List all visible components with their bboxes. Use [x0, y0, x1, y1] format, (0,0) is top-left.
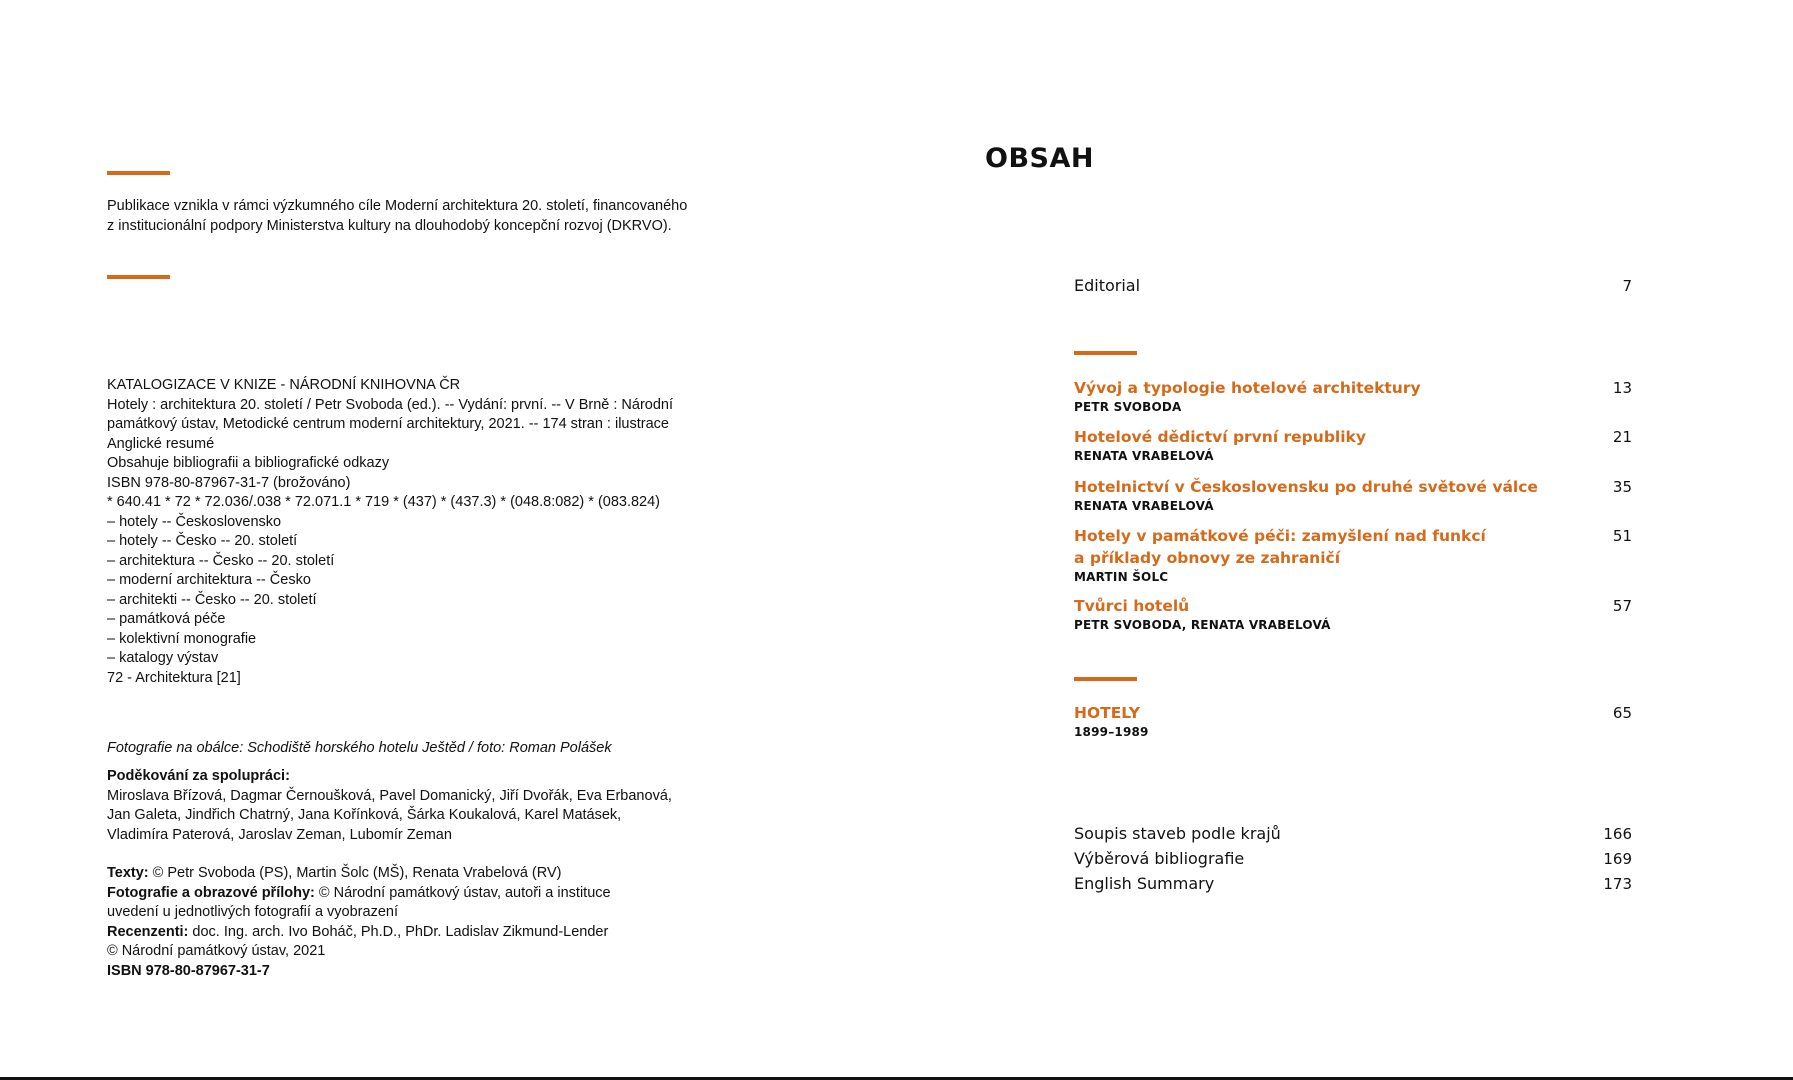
reviewers-label: Recenzenti:: [107, 923, 189, 940]
acknowledgements-label: Poděkování za spolupráci:: [107, 768, 290, 784]
toc-entry-appendix[interactable]: [1074, 823, 1632, 845]
toc-entry-title: Hotelové dědictví první republiky: [1074, 428, 1366, 446]
toc-entry-title-continued: a příklady obnovy ze zahraničí: [1074, 549, 1341, 567]
copyright: © Národní památkový ústav, 2021: [107, 943, 326, 959]
catalog-line: – moderní architektura -- Česko: [107, 572, 311, 588]
catalog-line: – hotely -- Československo: [107, 513, 282, 530]
catalog-line: Hotely : architektura 20. století / Petr Svoboda (ed.). -- Vydání: první. -- V Brně : Národní: [107, 396, 674, 413]
table-of-contents: [1074, 0, 1632, 1080]
toc-entry-title: HOTELY: [1074, 704, 1140, 722]
catalog-line: Obsahuje bibliografii a bibliografické odkazy: [107, 455, 390, 471]
catalog-line: – architektura -- Česko -- 20. století: [107, 552, 335, 569]
toc-entry-title: Tvůrci hotelů: [1074, 597, 1190, 615]
toc-entry-title: Hotely v památkové péči: zamyšlení nad funkcí: [1074, 527, 1486, 545]
photos-label: Fotografie a obrazové přílohy:: [107, 884, 315, 901]
catalog-line: – památková péče: [107, 611, 226, 627]
acknowledgements-line: Jan Galeta, Jindřich Chatrný, Jana Kořínková, Šárka Koukalová, Karel Matásek,: [107, 807, 622, 823]
acknowledgements-line: Miroslava Břízová, Dagmar Černoušková, Pavel Domanický, Jiří Dvořák, Eva Erbanová,: [107, 787, 672, 804]
catalog-line: – architekti -- Česko -- 20. století: [107, 591, 317, 608]
accent-rule-second: [107, 275, 170, 279]
toc-entry-subtitle: 1899–1989: [1074, 725, 1149, 739]
toc-entry-hotels[interactable]: [1074, 702, 1632, 740]
toc-entry-chapter[interactable]: [1074, 426, 1632, 464]
texts-label: Texty:: [107, 865, 149, 881]
catalog-line: – katalogy výstav: [107, 650, 219, 666]
toc-entry-page: 21: [1612, 428, 1632, 446]
toc-entry-appendix[interactable]: [1074, 848, 1632, 870]
toc-entry-chapter[interactable]: [1074, 377, 1632, 415]
funding-line: z institucionální podpory Ministerstva kultury na dlouhodobý koncepční rozvoj (DKRVO).: [107, 217, 672, 234]
toc-entry-title: Editorial: [1074, 276, 1141, 295]
toc-entry-author: MARTIN ŠOLC: [1074, 570, 1169, 584]
toc-entry-editorial[interactable]: [1074, 275, 1632, 297]
catalog-record: [107, 376, 673, 688]
toc-entry-page: 166: [1603, 825, 1632, 843]
photos-value: © Národní památkový ústav, autoři a instituce: [314, 884, 611, 901]
toc-entry-author: PETR SVOBODA: [1074, 400, 1182, 414]
reviewers-value: doc. Ing. arch. Ivo Boháč, Ph.D., PhDr. Ladislav Zikmund-Lender: [188, 923, 609, 940]
catalog-heading: KATALOGIZACE V KNIZE - NÁRODNÍ KNIHOVNA ČR: [107, 377, 461, 393]
toc-entry-page: 57: [1612, 597, 1632, 615]
toc-entry-chapter[interactable]: [1074, 476, 1632, 514]
isbn: ISBN 978-80-87967-31-7: [107, 962, 270, 979]
toc-entry-title: Vývoj a typologie hotelové architektury: [1074, 379, 1421, 397]
catalog-line: ISBN 978-80-87967-31-7 (brožováno): [107, 474, 351, 491]
toc-entry-author: PETR SVOBODA, RENATA VRABELOVÁ: [1074, 618, 1331, 632]
toc-entry-page: 35: [1612, 478, 1632, 496]
toc-heading: OBSAH: [985, 143, 1094, 174]
catalog-line: památkový ústav, Metodické centrum moderní architektury, 2021. -- 174 stran : ilustrace: [107, 416, 669, 432]
toc-entry-chapter[interactable]: [1074, 595, 1632, 633]
catalog-line: Anglické resumé: [107, 435, 215, 452]
cover-photo-credit: [107, 739, 612, 759]
catalog-line: – kolektivní monografie: [107, 630, 257, 647]
accent-rule-top: [107, 171, 170, 175]
toc-entry-page: 51: [1612, 527, 1632, 545]
toc-entry-page: 169: [1603, 850, 1632, 868]
funding-line: Publikace vznikla v rámci výzkumného cíle Moderní architektura 20. století, financovaného: [107, 198, 688, 214]
photos-credit: [107, 884, 611, 904]
toc-entry-appendix[interactable]: [1074, 873, 1632, 895]
toc-entry-page: 65: [1612, 704, 1632, 722]
accent-rule-hotels: [1074, 677, 1137, 681]
toc-entry-title: Hotelnictví v Československu po druhé světové válce: [1074, 478, 1538, 496]
catalog-line: 72 - Architektura [21]: [107, 669, 241, 686]
acknowledgements: [107, 767, 672, 845]
toc-entry-title: English Summary: [1074, 874, 1215, 893]
catalog-line: * 640.41 * 72 * 72.036/.038 * 72.071.1 * 719 * (437) * (437.3) * (048.8:082) * (083.824): [107, 494, 661, 510]
toc-entry-title: Výběrová bibliografie: [1074, 849, 1245, 868]
reviewers-credit: [107, 923, 611, 943]
toc-entry-author: RENATA VRABELOVÁ: [1074, 499, 1214, 513]
toc-entry-author: RENATA VRABELOVÁ: [1074, 449, 1214, 463]
funding-note: [107, 197, 687, 236]
toc-entry-title: Soupis staveb podle krajů: [1074, 824, 1281, 843]
toc-entry-chapter[interactable]: [1074, 525, 1632, 585]
acknowledgements-line: Vladimíra Paterová, Jaroslav Zeman, Lubomír Zeman: [107, 826, 452, 843]
toc-entry-page: 7: [1622, 277, 1632, 295]
photos-credit-continued: uvedení u jednotlivých fotografií a vyobrazení: [107, 904, 398, 920]
catalog-line: – hotely -- Česko -- 20. století: [107, 533, 298, 549]
toc-entry-page: 13: [1612, 379, 1632, 397]
accent-rule-chapters: [1074, 351, 1137, 355]
texts-value: © Petr Svoboda (PS), Martin Šolc (MŠ), Renata Vrabelová (RV): [148, 865, 562, 881]
cover-photo-credit-text: Fotografie na obálce: Schodiště horského hotelu Ještěd / foto: Roman Polášek: [107, 740, 612, 756]
texts-credit: [107, 864, 611, 884]
credits: [107, 864, 611, 981]
toc-entry-page: 173: [1603, 875, 1632, 893]
